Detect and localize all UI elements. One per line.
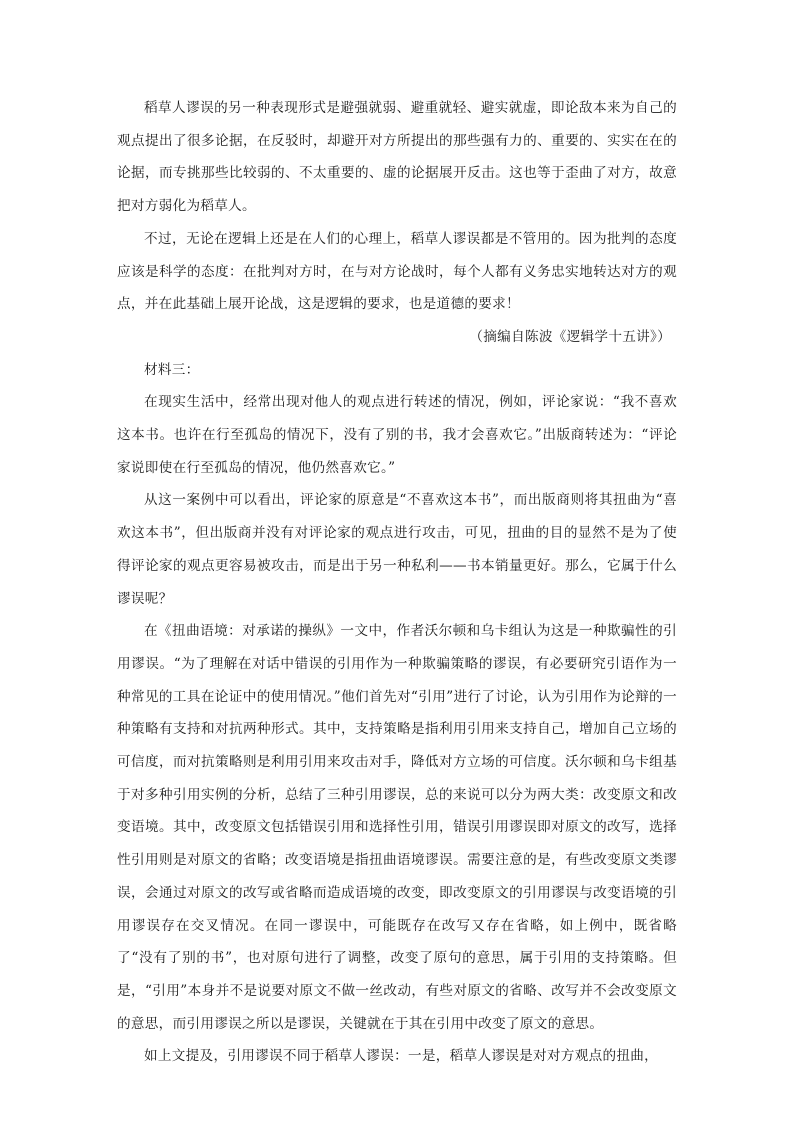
- source-citation: （摘编自陈波《逻辑学十五讲》）: [469, 328, 671, 345]
- paragraph-quotation-fallacy: 在《扭曲语境：对承诺的操纵》一文中，作者沃尔顿和乌卡组认为这是一种欺骗性的引用谬误。“为了理解在对话中错误的引用作为一种欺骗策略的谬误，有必要研究引语作为一种常见的工具在论证中的使用情况。”他们首先对“引用”进行了讨论，认为引用作为论辩的一种策略有支持和对抗两种形式。其中，支持策略是指利用引用来支持自己，增加自己立场的可信度，而对抗策略则是利用引用来攻击对手，降低对方立场的可信度。沃尔顿和乌卡组基于对多种引用实例的分析，总结了三种引用谬误，总的来说可以分为两大类：改变原文和改变语境。其中，改变原文包括错误引用和选择性引用，错误引用谬误即对原文的改写，选择性引用则是对原文的省略；改变语境是指扭曲语境谬误。需要注意的是，有些改变原文类谬误，会通过对原文的改写或省略而造成语境的改变，即改变原文的引用谬误与改变语境的引用谬误存在交叉情况。在同一谬误中，可能既存在改写又存在省略，如上例中，既省略了“没有了别的书”，也对原句进行了调整，改变了原句的意思，属于引用的支持策略。但是，“引用”本身并不是说要对原文不做一丝改动，有些对原文的省略、改写并不会改变原文的意思，而引用谬误之所以是谬误，关键就在于其在引用中改变了原文的意思。: [117, 623, 677, 1032]
- section-heading-material-three: 材料三：: [144, 361, 200, 378]
- document-page: [117, 92, 677, 1073]
- paragraph-critic-example: 在现实生活中，经常出现对他人的观点进行转述的情况，例如，评论家说：“我不喜欢这本书。也许在行至孤岛的情况下，没有了别的书，我才会喜欢它。”出版商转述为：“评论家说即使在行至孤岛的情况，他仍然喜欢它。”: [117, 394, 677, 476]
- paragraph-strawman-useless: 不过，无论在逻辑上还是在人们的心理上，稻草人谬误都是不管用的。因为批判的态度应该是科学的态度：在批判对方时，在与对方论战时，每个人都有义务忠实地转达对方的观点，并在此基础上展开论战，这是逻辑的要求，也是道德的要求！: [117, 230, 677, 313]
- paragraph-difference: 如上文提及，引用谬误不同于稻草人谬误：一是，稻草人谬误是对对方观点的扭曲，: [144, 1048, 659, 1065]
- paragraph-strawman-form: 稻草人谬误的另一种表现形式是避强就弱、避重就轻、避实就虚，即论敌本来为自己的观点提出了很多论据，在反驳时，却避开对方所提出的那些强有力的、重要的、实实在在的论据，而专挑那些比较弱的、不太重要的、虚的论据展开反击。这也等于歪曲了对方，故意把对方弱化为稻草人。: [117, 100, 677, 215]
- paragraph-case-analysis: 从这一案例中可以看出，评论家的原意是“不喜欢这本书”，而出版商则将其扭曲为“喜欢这本书”，但出版商并没有对评论家的观点进行攻击，可见，扭曲的目的显然不是为了使得评论家的观点更容易被攻击，而是出于另一种私利——书本销量更好。那么，它属于什么谬误呢？: [117, 492, 677, 607]
